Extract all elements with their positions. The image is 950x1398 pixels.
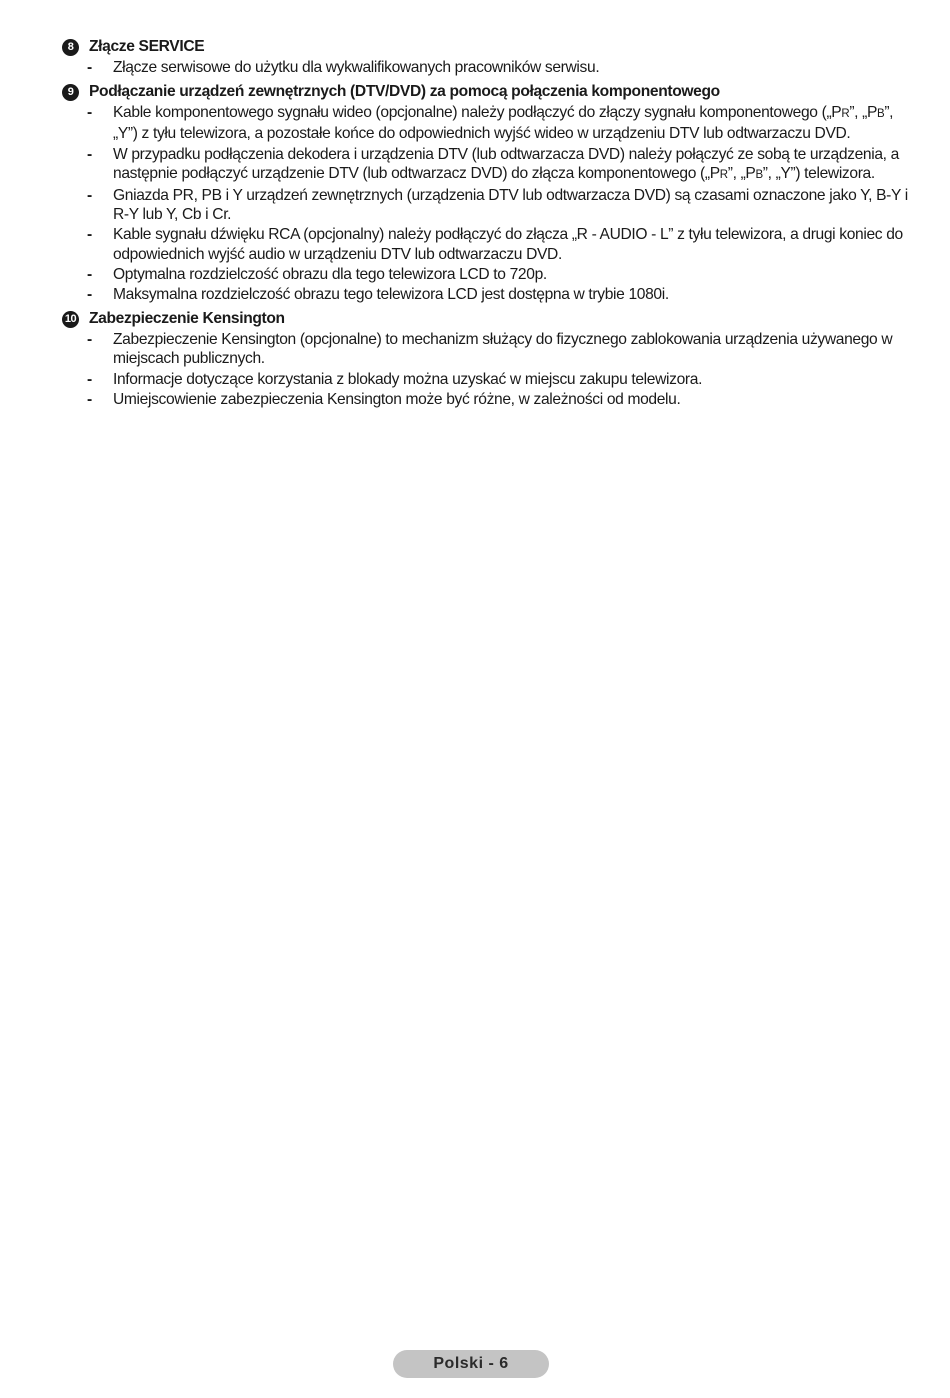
section-number-badge: 8 [62,39,79,56]
list-item-text: Złącze serwisowe do użytku dla wykwalifikowanych pracowników serwisu. [113,59,600,76]
text-run: ”, „P [727,164,756,182]
dash-bullet: - [87,390,92,408]
list-item-text [113,145,908,185]
list-item [62,103,908,143]
list-item-text: Kable sygnału dźwięku RCA (opcjonalny) należy podłączyć do złącza „R - AUDIO - L” z tyłu telewizora, a drugi koniec do odpowiednich wyjść audio w urządzeniu DTV lub odtwarzaczu DVD. [113,226,903,263]
dash-bullet: - [87,331,92,349]
page-number-pill [393,1350,549,1378]
text-run: W przypadku podłączenia dekodera i urządzenia DTV (lub odtwarzacza DVD) należy połączyć ze sobą te urządzenia, a następnie podłączyć urządzenie DTV (lub odtwarzacz DVD) do złącza komponentowego („P [113,145,899,182]
small-caps-letter: R [841,108,850,121]
list-item-text [113,103,908,143]
dash-bullet: - [87,265,92,283]
section-title: Zabezpieczenie Kensington [89,310,285,328]
text-run: ”, „P [849,104,878,122]
list-item-text: Maksymalna rozdzielczość obrazu tego telewizora LCD jest dostępna w trybie 1080i. [113,286,669,304]
list-item [62,330,908,368]
list-item [62,225,908,263]
list-item [62,285,908,304]
dash-bullet: - [87,226,92,244]
text-run: ”, „Y”) z tyłu telewizora, a pozostałe końce do odpowiednich wyjść wideo w urządzeniu DTV lub odtwarzaczu DVD. [113,104,894,143]
list-item [62,370,908,389]
small-caps-letter: B [877,108,885,121]
section-heading [62,36,908,58]
list-item [62,58,908,77]
list-item-text: Gniazda PR, PB i Y urządzeń zewnętrznych (urządzenia DTV lub odtwarzacza DVD) są czasami oznaczone jako Y, B-Y i R-Y lub Y, Cb i Cr. [113,187,908,224]
list-item [62,390,908,409]
section-heading [62,81,908,103]
manual-content [62,36,908,413]
section-title: Złącze SERVICE [89,38,205,55]
section-title: Podłączanie urządzeń zewnętrznych (DTV/DVD) za pomocą połączenia komponentowego [89,83,720,101]
list-item [62,145,908,185]
section-heading [62,308,908,330]
list-item-text: Umiejscowienie zabezpieczenia Kensington może być różne, w zależności od modelu. [113,390,681,408]
section-service-connector [62,36,908,77]
section-number-badge: 10 [62,311,79,328]
list-item-text: Zabezpieczenie Kensington (opcjonalne) to mechanizm służący do fizycznego zablokowania urządzenia używanego w miejscach publicznych. [113,331,893,368]
small-caps-letter: B [755,168,763,181]
list-item-text: Optymalna rozdzielczość obrazu dla tego telewizora LCD to 720p. [113,265,547,283]
dash-bullet: - [87,187,92,205]
dash-bullet: - [87,104,92,122]
list-item [62,186,908,224]
dash-bullet: - [87,59,92,76]
dash-bullet: - [87,145,92,163]
section-kensington-lock [62,308,908,409]
section-number-badge: 9 [62,84,79,101]
dash-bullet: - [87,370,92,388]
text-run: ”, „Y”) telewizora. [762,164,875,182]
page-footer-label: Polski - 6 [433,1355,509,1372]
list-item-text: Informacje dotyczące korzystania z blokady można uzyskać w miejscu zakupu telewizora. [113,370,703,388]
list-item [62,265,908,284]
section-component-connection [62,81,908,304]
small-caps-letter: R [719,168,728,181]
dash-bullet: - [87,286,92,304]
text-run: Kable komponentowego sygnału wideo (opcjonalne) należy podłączyć do złączy sygnału komponentowego („P [113,104,842,122]
